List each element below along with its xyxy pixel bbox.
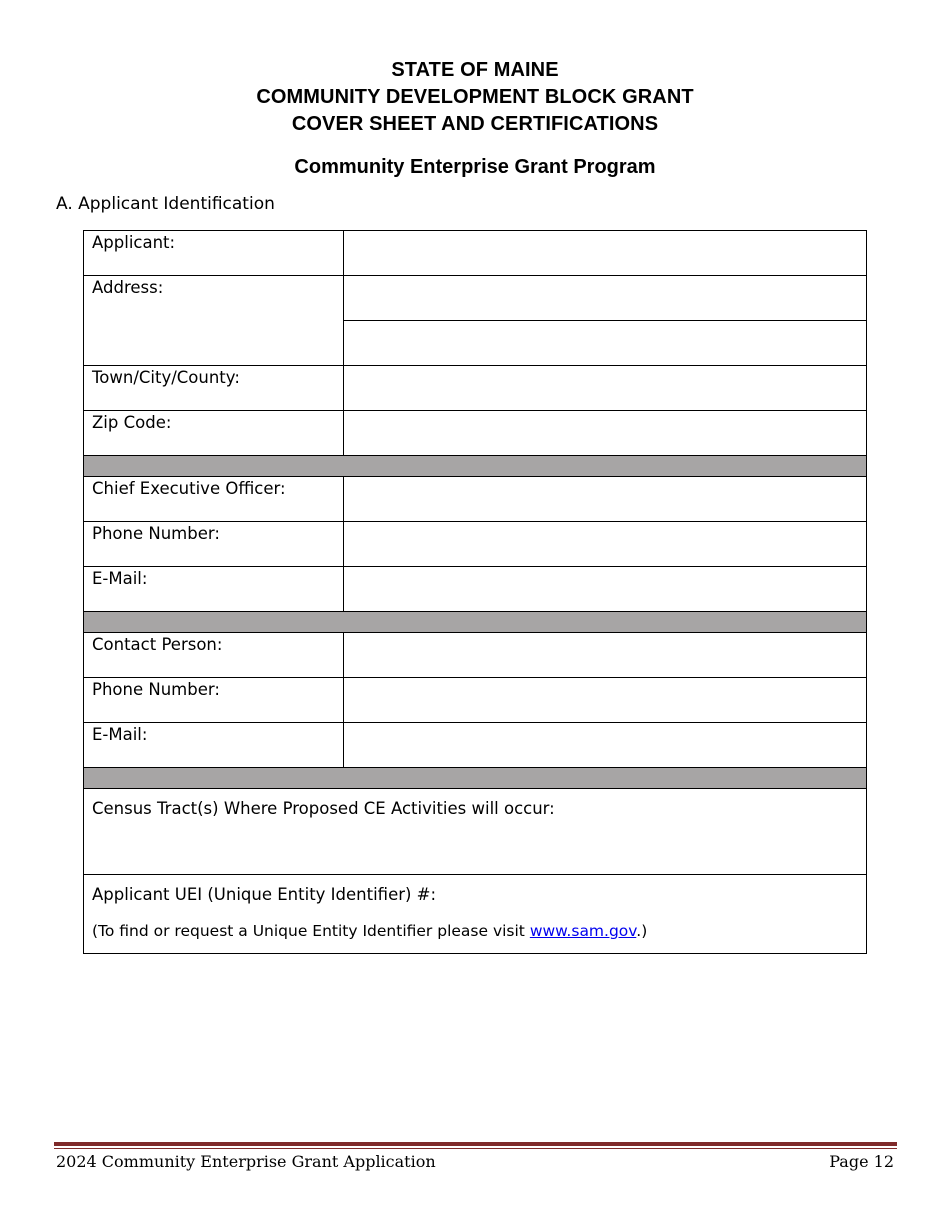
contact-field[interactable] xyxy=(344,633,867,678)
ceo-phone-label: Phone Number: xyxy=(84,522,344,567)
census-tract-label: Census Tract(s) Where Proposed CE Activities will occur: xyxy=(92,799,555,818)
header-grant: COMMUNITY DEVELOPMENT BLOCK GRANT xyxy=(256,86,694,108)
separator-row xyxy=(84,768,867,789)
page-number: Page 12 xyxy=(829,1152,894,1171)
separator-row xyxy=(84,456,867,477)
contact-email-label: E-Mail: xyxy=(84,723,344,768)
ceo-phone-field[interactable] xyxy=(344,522,867,567)
census-tract-field[interactable] xyxy=(84,789,867,875)
contact-label: Contact Person: xyxy=(84,633,344,678)
footer-rule-thick xyxy=(54,1142,897,1146)
contact-phone-field[interactable] xyxy=(344,678,867,723)
ceo-label: Chief Executive Officer: xyxy=(84,477,344,522)
contact-email-field[interactable] xyxy=(344,723,867,768)
footer-rule-thin xyxy=(54,1148,897,1149)
applicant-field[interactable] xyxy=(344,231,867,276)
town-label: Town/City/County: xyxy=(84,366,344,411)
town-field[interactable] xyxy=(344,366,867,411)
ceo-email-field[interactable] xyxy=(344,567,867,612)
zip-field[interactable] xyxy=(344,411,867,456)
uei-field[interactable] xyxy=(84,875,867,954)
applicant-form-table xyxy=(83,230,867,954)
section-label: A. Applicant Identification xyxy=(56,194,275,214)
separator-row xyxy=(84,612,867,633)
header-state: STATE OF MAINE xyxy=(391,59,559,81)
applicant-label: Applicant: xyxy=(84,231,344,276)
program-title: Community Enterprise Grant Program xyxy=(294,156,656,178)
address-label: Address: xyxy=(84,276,344,366)
uei-note-prefix: (To find or request a Unique Entity Identifier please visit xyxy=(92,922,530,940)
ceo-field[interactable] xyxy=(344,477,867,522)
zip-label: Zip Code: xyxy=(84,411,344,456)
document-header xyxy=(0,57,950,179)
address-field-line2[interactable] xyxy=(344,321,867,366)
uei-note xyxy=(92,922,866,940)
address-field-line1[interactable] xyxy=(344,276,867,321)
header-cover-sheet: COVER SHEET AND CERTIFICATIONS xyxy=(291,113,659,135)
uei-label: Applicant UEI (Unique Entity Identifier) #: xyxy=(92,885,437,904)
footer-title: 2024 Community Enterprise Grant Application xyxy=(56,1152,436,1171)
sam-gov-link[interactable]: www.sam.gov xyxy=(529,922,637,940)
uei-note-suffix: .) xyxy=(636,922,648,940)
contact-phone-label: Phone Number: xyxy=(84,678,344,723)
ceo-email-label: E-Mail: xyxy=(84,567,344,612)
